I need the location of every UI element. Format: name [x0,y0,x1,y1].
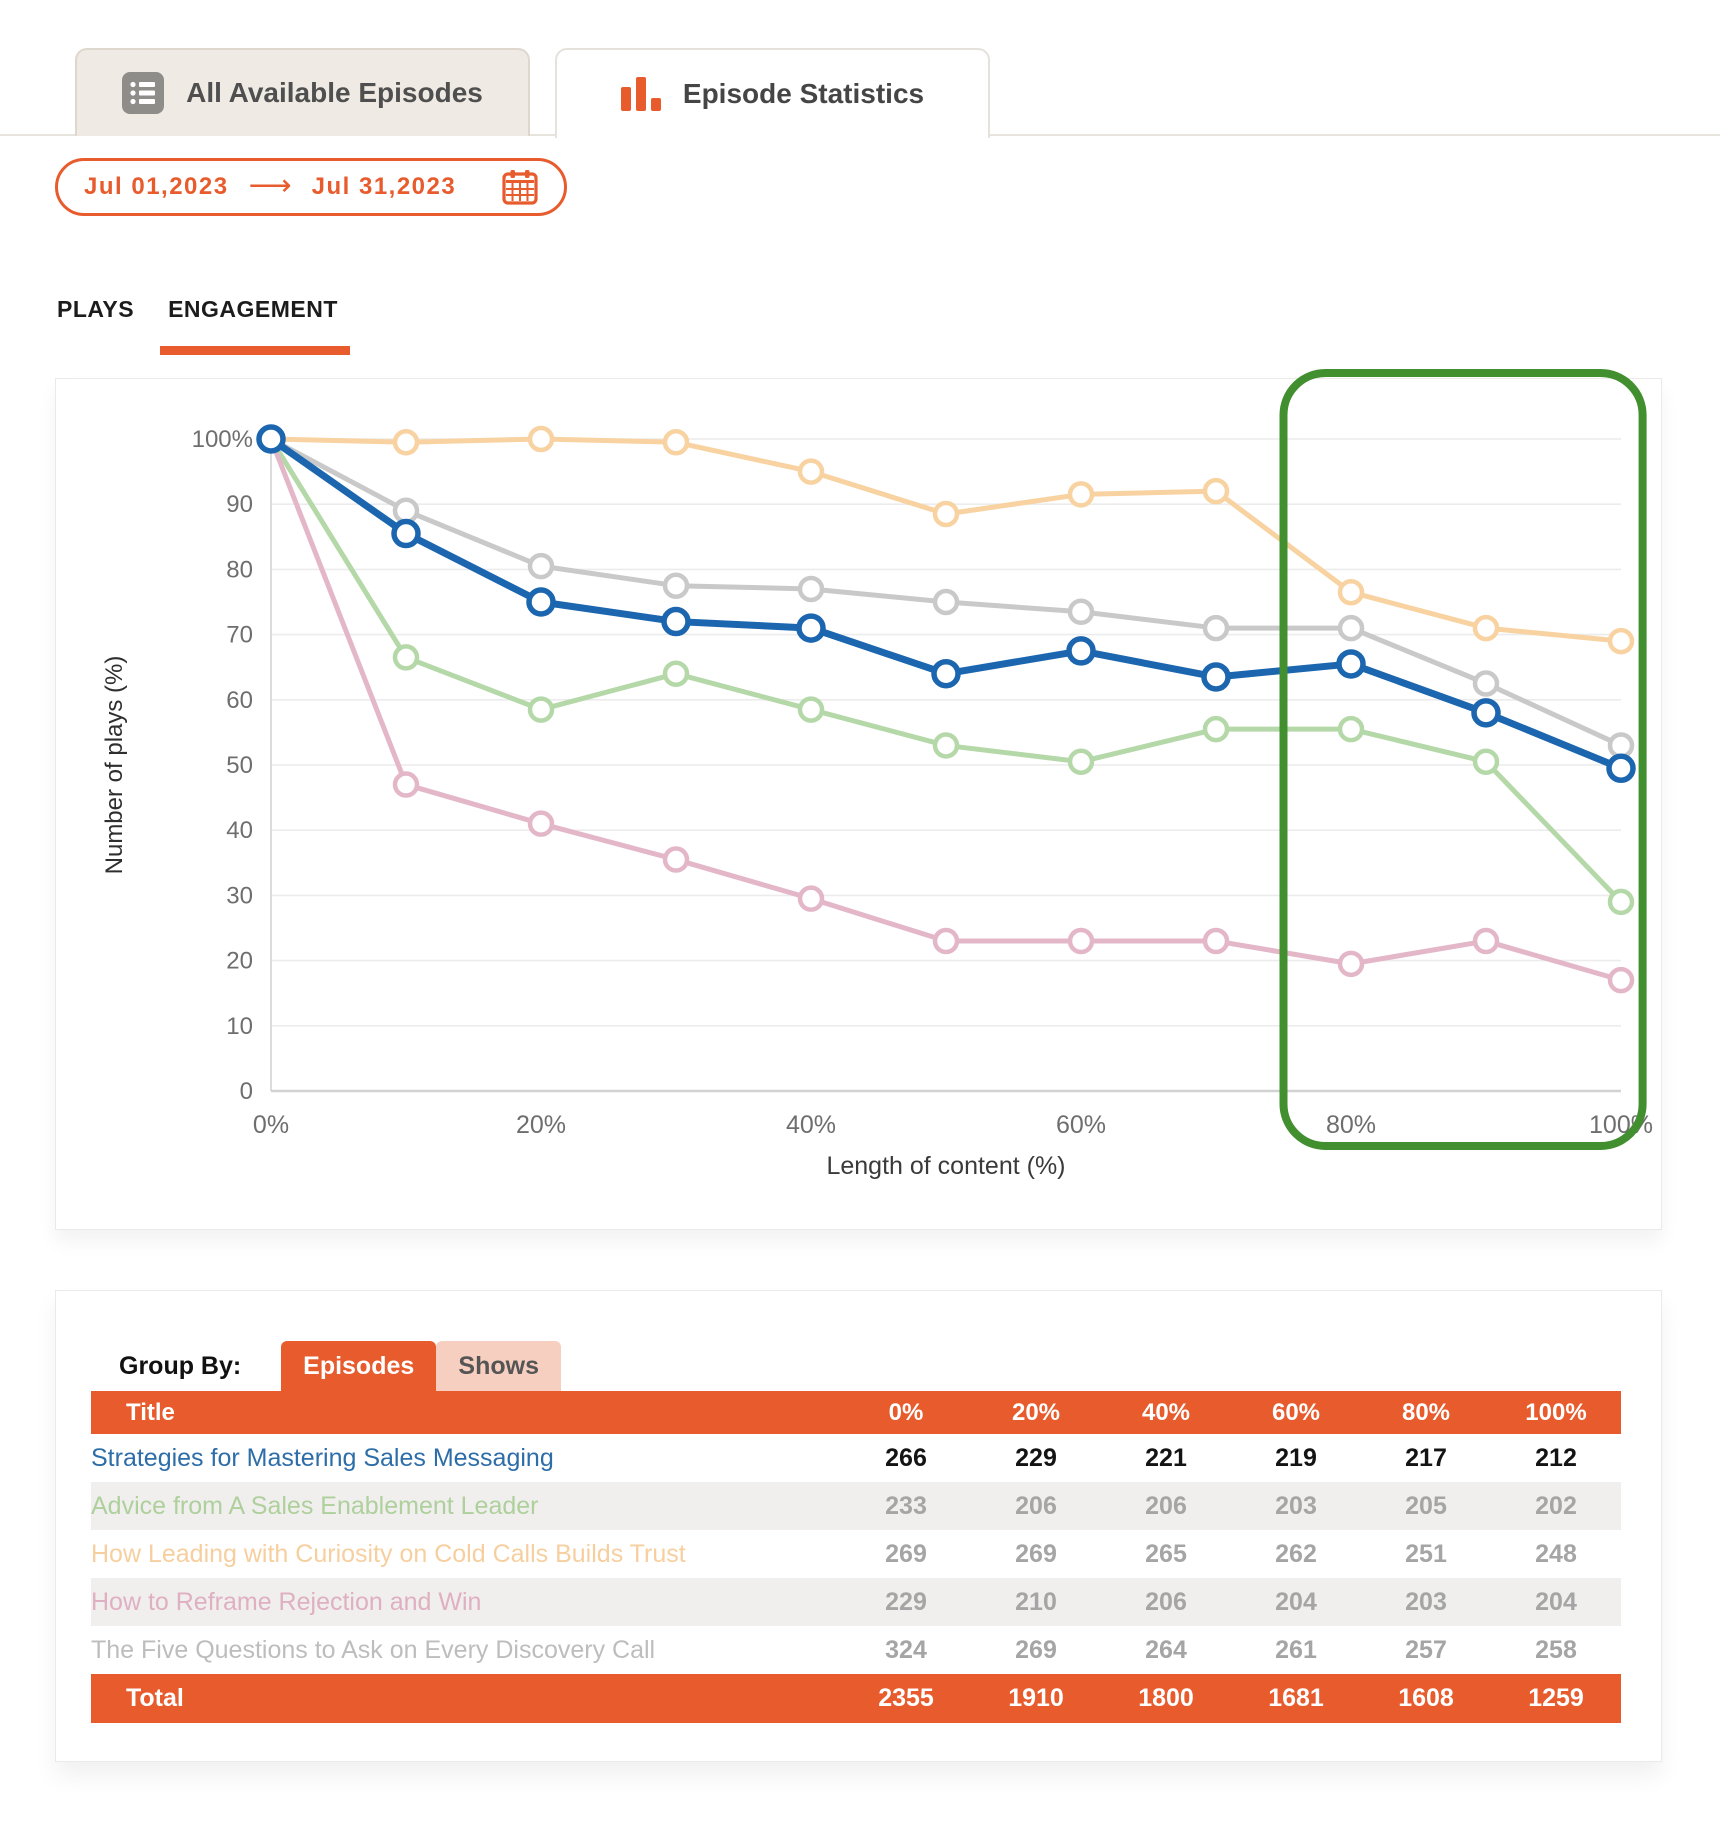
data-point-marker[interactable] [1475,930,1497,952]
group-by-row [119,1341,561,1391]
data-point-marker[interactable] [664,610,688,634]
column-header-title: Title [126,1398,175,1426]
retention-value-cell: 324 [885,1635,927,1664]
data-point-marker[interactable] [1070,483,1092,505]
metric-tab-bar [57,296,338,337]
data-point-marker[interactable] [1339,652,1363,676]
data-point-marker[interactable] [935,591,957,613]
data-point-marker[interactable] [1205,617,1227,639]
retention-value-cell: 258 [1535,1635,1577,1664]
episode-title-link[interactable]: Advice from A Sales Enablement Leader [91,1491,539,1520]
data-point-marker[interactable] [530,555,552,577]
data-point-marker[interactable] [395,500,417,522]
episode-statistics-table-card [55,1290,1662,1762]
retention-value-cell: 248 [1535,1539,1577,1568]
list-icon [122,72,164,114]
episode-title-link[interactable]: How Leading with Curiosity on Cold Calls Builds Trust [91,1539,686,1568]
retention-value-cell: 269 [885,1539,927,1568]
tab-all-available-episodes[interactable] [75,48,530,136]
retention-value-cell: 203 [1405,1587,1447,1616]
svg-text:30: 30 [226,882,253,910]
total-value-cell: 1800 [1138,1684,1194,1712]
svg-text:40%: 40% [785,1111,837,1139]
retention-value-cell: 233 [885,1491,927,1520]
data-point-marker[interactable] [394,522,418,546]
data-point-marker[interactable] [1205,930,1227,952]
data-point-marker[interactable] [1340,581,1362,603]
data-point-marker[interactable] [1474,701,1498,725]
total-value-cell: 2355 [878,1684,934,1712]
highlight-region-80-100 [1284,373,1643,1146]
data-point-marker[interactable] [1610,734,1632,756]
total-value-cell: 1910 [1008,1684,1064,1712]
data-point-marker[interactable] [395,431,417,453]
svg-text:80%: 80% [1325,1111,1377,1139]
column-header-0%: 0% [888,1398,924,1426]
date-range-end[interactable]: Jul 31,2023 [311,173,457,200]
column-header-20%: 20% [1011,1398,1061,1426]
data-point-marker[interactable] [1205,480,1227,502]
svg-text:100%: 100% [191,426,253,453]
group-by-episodes-button[interactable]: Episodes [281,1341,436,1391]
date-range-start[interactable]: Jul 01,2023 [84,173,229,200]
retention-value-cell: 251 [1405,1539,1447,1568]
data-point-marker[interactable] [1069,639,1093,663]
data-point-marker[interactable] [1475,673,1497,695]
data-point-marker[interactable] [665,431,687,453]
group-by-shows-button[interactable]: Shows [436,1341,561,1391]
table-header-row [91,1391,1621,1434]
engagement-chart-card [55,378,1662,1230]
retention-value-cell: 206 [1015,1491,1057,1520]
data-point-marker[interactable] [1475,617,1497,639]
data-point-marker[interactable] [1610,891,1632,913]
data-point-marker[interactable] [800,461,822,483]
data-point-marker[interactable] [665,849,687,871]
episode-statistics-table [91,1391,1621,1723]
group-by-label: Group By: [119,1351,242,1380]
data-point-marker[interactable] [800,578,822,600]
tab-all-episodes-label: All Available Episodes [186,77,483,108]
calendar-icon [502,169,538,205]
svg-text:0: 0 [239,1078,253,1105]
retention-value-cell: 206 [1145,1491,1187,1520]
total-row [91,1674,1621,1723]
retention-value-cell: 269 [1015,1635,1057,1664]
x-axis-title: Length of content (%) [826,1152,1066,1180]
retention-value-cell: 204 [1535,1587,1577,1616]
retention-value-cell: 210 [1015,1587,1057,1616]
bar-chart-icon [621,77,661,111]
y-axis-tick-labels [192,426,253,1105]
tab-episode-statistics[interactable] [555,48,990,138]
retention-value-cell: 204 [1275,1587,1317,1616]
retention-value-cell: 257 [1405,1635,1447,1664]
total-value-cell: 1608 [1398,1684,1454,1712]
data-point-marker[interactable] [800,888,822,910]
retention-value-cell: 202 [1535,1491,1577,1520]
data-point-marker[interactable] [665,663,687,685]
column-header-60%: 60% [1271,1398,1321,1426]
episode-row [91,1530,1621,1578]
column-header-100%: 100% [1525,1398,1587,1426]
svg-text:10: 10 [226,1012,253,1040]
retention-value-cell: 221 [1145,1443,1187,1472]
total-value-cell: 1259 [1528,1684,1584,1712]
retention-value-cell: 262 [1275,1539,1317,1568]
data-point-marker[interactable] [1340,953,1362,975]
data-point-marker[interactable] [529,590,553,614]
data-point-marker[interactable] [1070,751,1092,773]
data-point-marker[interactable] [934,662,958,686]
arrow-right-icon: ⟶ [248,168,292,202]
episode-row [91,1626,1621,1674]
svg-text:60%: 60% [1055,1111,1107,1139]
y-axis-title: Number of plays (%) [101,655,128,875]
data-point-marker[interactable] [395,646,417,668]
total-label: Total [126,1684,184,1712]
episode-title-link[interactable]: How to Reframe Rejection and Win [91,1587,482,1616]
x-axis-tick-labels [253,1111,1653,1139]
retention-value-cell: 217 [1405,1443,1447,1472]
retention-value-cell: 219 [1275,1443,1317,1472]
svg-text:40: 40 [226,817,253,845]
data-point-marker[interactable] [935,930,957,952]
tab-episode-statistics-label: Episode Statistics [682,78,925,109]
episode-row [91,1434,1621,1482]
data-point-marker[interactable] [935,503,957,525]
data-point-marker[interactable] [530,699,552,721]
svg-text:70: 70 [226,621,253,649]
episode-title-link[interactable]: Strategies for Mastering Sales Messaging [91,1443,554,1472]
episode-row [91,1482,1621,1530]
retention-value-cell: 206 [1145,1587,1187,1616]
retention-value-cell: 266 [885,1443,927,1472]
data-point-marker[interactable] [1475,751,1497,773]
svg-text:20: 20 [226,947,253,975]
data-point-marker[interactable] [1070,601,1092,623]
data-point-marker[interactable] [1205,718,1227,740]
retention-value-cell: 203 [1275,1491,1317,1520]
data-point-marker[interactable] [1609,756,1633,780]
svg-text:80: 80 [226,556,253,584]
data-point-marker[interactable] [935,734,957,756]
data-point-marker[interactable] [1204,665,1228,689]
data-point-marker[interactable] [1340,718,1362,740]
column-header-80%: 80% [1401,1398,1451,1426]
svg-text:0%: 0% [252,1111,290,1139]
retention-value-cell: 265 [1145,1539,1187,1568]
series-2-line[interactable] [260,428,1632,756]
data-point-marker[interactable] [530,813,552,835]
engagement-line-chart[interactable] [56,379,1661,1229]
date-range-picker[interactable] [55,158,567,216]
data-point-marker[interactable] [1610,969,1632,991]
retention-value-cell: 212 [1535,1443,1577,1472]
svg-text:90: 90 [226,491,253,519]
data-point-marker[interactable] [395,774,417,796]
main-tab-bar [75,48,990,138]
series-1-line[interactable] [260,428,1632,652]
svg-text:100%: 100% [1589,1111,1653,1139]
svg-text:60: 60 [226,686,253,714]
retention-value-cell: 229 [1015,1443,1057,1472]
data-point-marker[interactable] [530,428,552,450]
retention-value-cell: 229 [885,1587,927,1616]
svg-text:50: 50 [226,752,253,779]
data-point-marker[interactable] [1340,617,1362,639]
column-header-40%: 40% [1141,1398,1191,1426]
retention-value-cell: 264 [1145,1635,1187,1664]
svg-text:20%: 20% [515,1111,567,1139]
data-point-marker[interactable] [259,427,283,451]
data-point-marker[interactable] [800,699,822,721]
total-value-cell: 1681 [1268,1684,1324,1712]
tab-engagement[interactable]: ENGAGEMENT [168,296,338,337]
episode-title-link[interactable]: The Five Questions to Ask on Every Discovery Call [91,1635,656,1664]
data-point-marker[interactable] [1070,930,1092,952]
retention-value-cell: 269 [1015,1539,1057,1568]
retention-value-cell: 205 [1405,1491,1447,1520]
data-point-marker[interactable] [799,616,823,640]
tab-plays[interactable]: PLAYS [57,296,135,322]
data-point-marker[interactable] [665,575,687,597]
retention-value-cell: 261 [1275,1635,1317,1664]
data-point-marker[interactable] [1610,630,1632,652]
episode-row [91,1578,1621,1626]
